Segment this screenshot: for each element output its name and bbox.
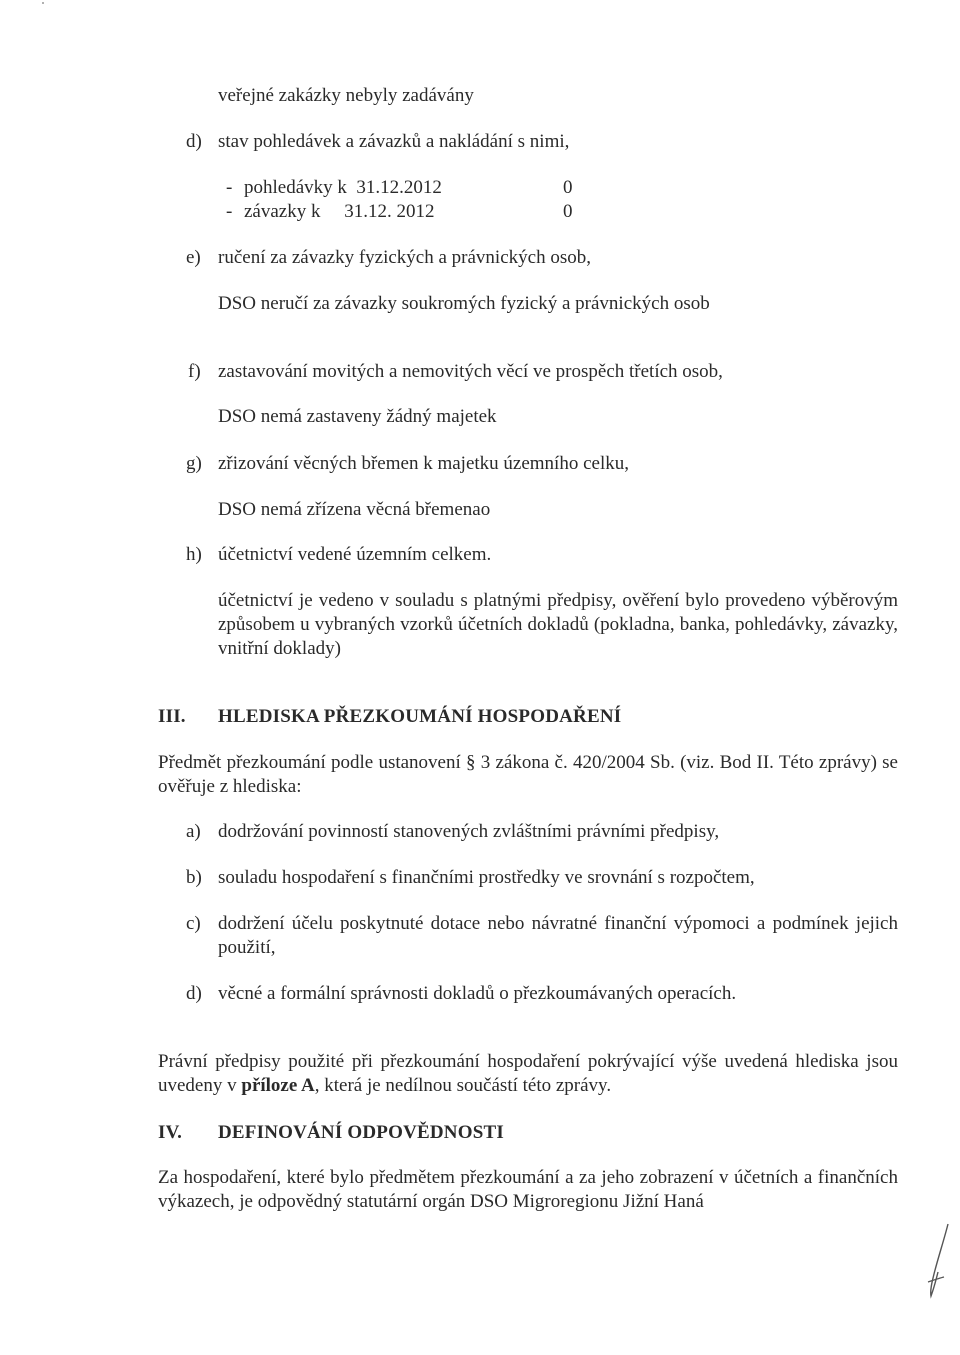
section-3-note [158, 1050, 898, 1098]
answer-g: DSO nemá zřízena věcná břemenao [218, 499, 491, 520]
balance-dash-1: - [226, 177, 233, 198]
section-4-number: IV. [158, 1122, 183, 1143]
balance-value-1: 0 [563, 177, 573, 198]
criterion-d-label: d) [186, 983, 202, 1004]
answer-h: účetnictví je vedeno v souladu s platnými předpisy, ověření bylo provedeno výběrovým způsobem u vybraných vzorků účetních dokladů (pokladna, banka, pohledávky, závazky, vnitřní doklady) [218, 590, 898, 659]
criterion-b-label: b) [186, 867, 202, 888]
item-g-label: g) [186, 453, 202, 474]
criterion-a-text: dodržování povinností stanovených zvláštními právními předpisy, [218, 821, 720, 842]
appendix-reference: příloze A [241, 1075, 315, 1096]
criterion-c-label: c) [186, 913, 201, 934]
balance-label-1: pohledávky k 31.12.2012 [244, 177, 442, 198]
balance-dash-2: - [226, 201, 233, 222]
criterion-b-text: souladu hospodaření s finančními prostředky ve srovnání s rozpočtem, [218, 867, 755, 888]
section-3-title: HLEDISKA PŘEZKOUMÁNÍ HOSPODAŘENÍ [218, 706, 622, 727]
item-f-text: zastavování movitých a nemovitých věcí ve prospěch třetích osob, [218, 361, 723, 382]
section-3-number: III. [158, 706, 186, 727]
item-e-label: e) [186, 247, 201, 268]
item-g-text: zřizování věcných břemen k majetku územního celku, [218, 453, 629, 474]
balance-value-2: 0 [563, 201, 573, 222]
criterion-a-label: a) [186, 821, 201, 842]
section-3-intro: Předmět přezkoumání podle ustanovení § 3 zákona č. 420/2004 Sb. (viz. Bod II. Této zprávy) se ověřuje z hlediska: [158, 752, 898, 797]
answer-e: DSO neručí za závazky soukromých fyzický a právnických osob [218, 293, 710, 314]
item-f-label: f) [188, 361, 201, 382]
section-4-title: DEFINOVÁNÍ ODPOVĚDNOSTI [218, 1122, 504, 1143]
answer-f: DSO nemá zastaveny žádný majetek [218, 406, 497, 427]
item-e-text: ručení za závazky fyzických a právnických osob, [218, 247, 591, 268]
intro-line: veřejné zakázky nebyly zadávány [218, 85, 474, 106]
note-text-after: , která je nedílnou součástí této zprávy. [314, 1075, 612, 1096]
section-4-text: Za hospodaření, které bylo předmětem přezkoumání a za jeho zobrazení v účetních a finančních výkazech, je odpovědný statutární orgán DSO Migroregionu Jižní Haná [158, 1167, 898, 1212]
scan-speck [40, 0, 46, 6]
item-d-text: stav pohledávek a závazků a nakládání s nimi, [218, 131, 570, 152]
initials-signature [918, 1222, 954, 1302]
item-d-label: d) [186, 131, 202, 152]
item-h-text: účetnictví vedené územním celkem. [218, 544, 492, 565]
criterion-c-text: dodržení účelu poskytnuté dotace nebo návratné finanční výpomoci a podmínek jejich použití, [218, 913, 898, 958]
note-text-before: Právní předpisy použité při přezkoumání hospodaření pokrývající výše uvedená hlediska jsou uvedeny v [158, 1051, 898, 1096]
balance-label-2: závazky k 31.12. 2012 [244, 201, 435, 222]
criterion-d-text: věcné a formální správnosti dokladů o přezkoumávaných operacích. [218, 983, 737, 1004]
item-h-label: h) [186, 544, 202, 565]
